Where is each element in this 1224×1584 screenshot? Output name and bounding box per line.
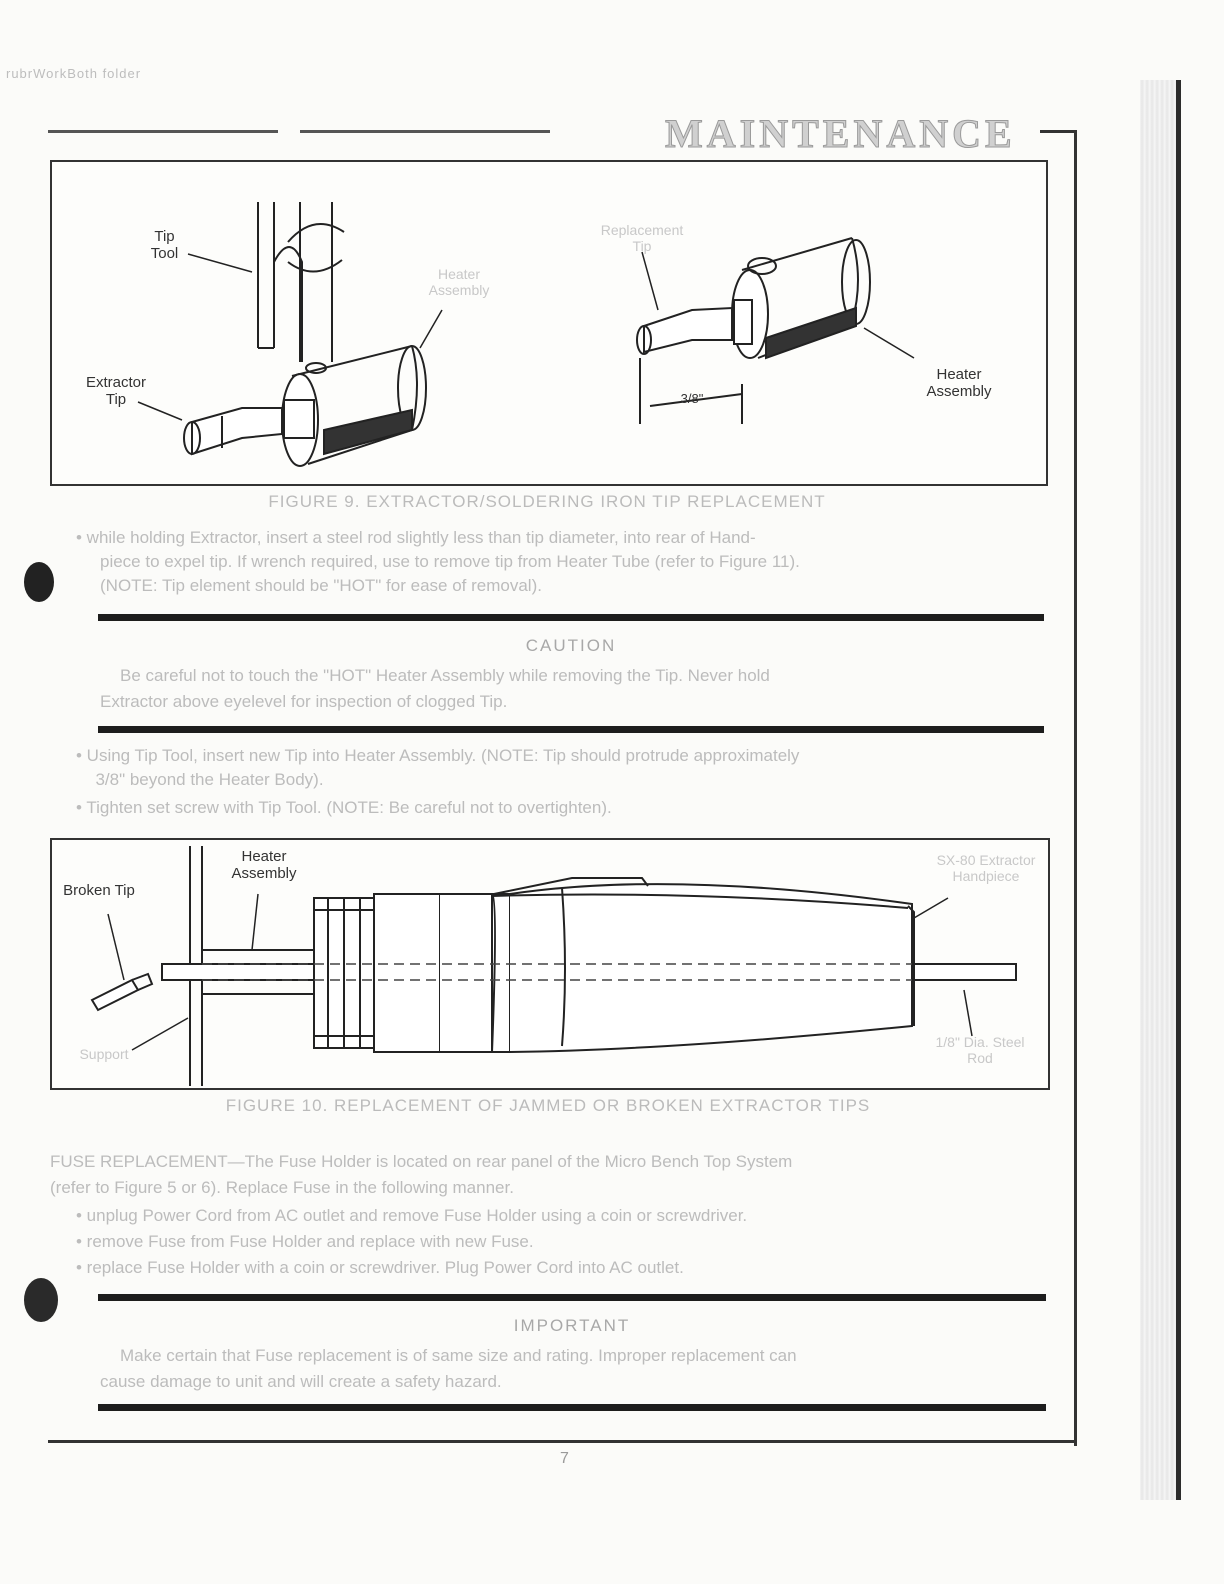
label-tip-tool: Tip Tool [150,228,179,262]
important-bar-top [98,1294,1046,1301]
caution-heading: CAUTION [525,636,617,655]
fuse-line-1: FUSE REPLACEMENT—The Fuse Holder is located on rear panel of the Micro Bench Top System [50,1152,793,1171]
label-extractor-tip: Extractor Tip [85,374,146,408]
important-line-2: cause damage to unit and will create a safety hazard. [100,1372,502,1391]
page-frame-right [1074,130,1077,1446]
extractor-handpiece-icon [92,846,1016,1086]
fuse-step-3: • replace Fuse Holder with a coin or screwdriver. Plug Power Cord into AC outlet. [76,1258,684,1277]
important-heading: IMPORTANT [513,1316,631,1335]
figure-9-caption: FIGURE 9. EXTRACTOR/SOLDERING IRON TIP REPLACEMENT [268,492,826,511]
caution-bar-top [98,614,1044,621]
page-frame-bottom [48,1440,1077,1443]
label-heater-assembly-right: Heater Assembly [926,366,992,400]
fuse-line-2: (refer to Figure 5 or 6). Replace Fuse in the following manner. [50,1178,514,1197]
step-1-line-b: piece to expel tip. If wrench required, use to remove tip from Heater Tube (refer to Figure 11). [100,552,800,571]
scan-margin-edge [1176,80,1181,1500]
figure-9-frame [50,160,1048,486]
label-heater-assembly: Heater Assembly [231,848,297,882]
corner-text: rubrWorkBoth folder [6,66,142,81]
label-broken-tip: Broken Tip [63,882,135,899]
caution-line-1: Be careful not to touch the "HOT" Heater Assembly while removing the Tip. Never hold [120,666,770,685]
label-dimension: 3/8" [680,391,704,406]
label-support: Support [79,1046,129,1062]
page-number: 7 [560,1450,569,1467]
important-line-1: Make certain that Fuse replacement is of same size and rating. Improper replacement can [120,1346,797,1365]
label-heater-assembly-left: Heater Assembly [428,266,490,298]
figure-10-drawing [52,840,1048,1088]
binder-hole-top [24,562,54,602]
header-rule-left [48,130,278,133]
step-tighten-screw: • Tighten set screw with Tip Tool. (NOTE: Be careful not to overtighten). [76,798,612,817]
header-rule-right [1040,130,1076,133]
figure-10-caption: FIGURE 10. REPLACEMENT OF JAMMED OR BROKEN EXTRACTOR TIPS [225,1096,871,1115]
step-1-line-a: • while holding Extractor, insert a steel rod slightly less than tip diameter, into rear of Hand- [76,528,756,547]
fuse-step-2: • remove Fuse from Fuse Holder and replace with new Fuse. [76,1232,534,1251]
fuse-step-1: • unplug Power Cord from AC outlet and remove Fuse Holder using a coin or screwdriver. [76,1206,748,1225]
caution-bar-bottom [98,726,1044,733]
page-title: MAINTENANCE [665,111,1016,156]
binder-hole-bottom [24,1278,58,1322]
step-insert-tip-cont: 3/8" beyond the Heater Body). [86,770,324,789]
label-extractor-handpiece: SX-80 Extractor Handpiece [936,852,1036,884]
step-insert-tip: • Using Tip Tool, insert new Tip into Heater Assembly. (NOTE: Tip should protrude approximately [76,746,800,765]
tip-tool-icon [258,202,344,362]
header-rule-mid [300,130,550,133]
label-steel-rod: 1/8" Dia. Steel Rod [935,1034,1025,1066]
figure-10-frame [50,838,1050,1090]
step-1-line-c: (NOTE: Tip element should be "HOT" for ease of removal). [100,576,542,595]
heater-assembly-left-icon [184,346,426,466]
figure-9-drawing [52,162,1046,484]
scan-margin-strip [1140,80,1180,1500]
caution-line-2: Extractor above eyelevel for inspection of clogged Tip. [100,692,508,711]
label-replacement-tip: Replacement Tip [600,222,684,254]
important-bar-bottom [98,1404,1046,1411]
